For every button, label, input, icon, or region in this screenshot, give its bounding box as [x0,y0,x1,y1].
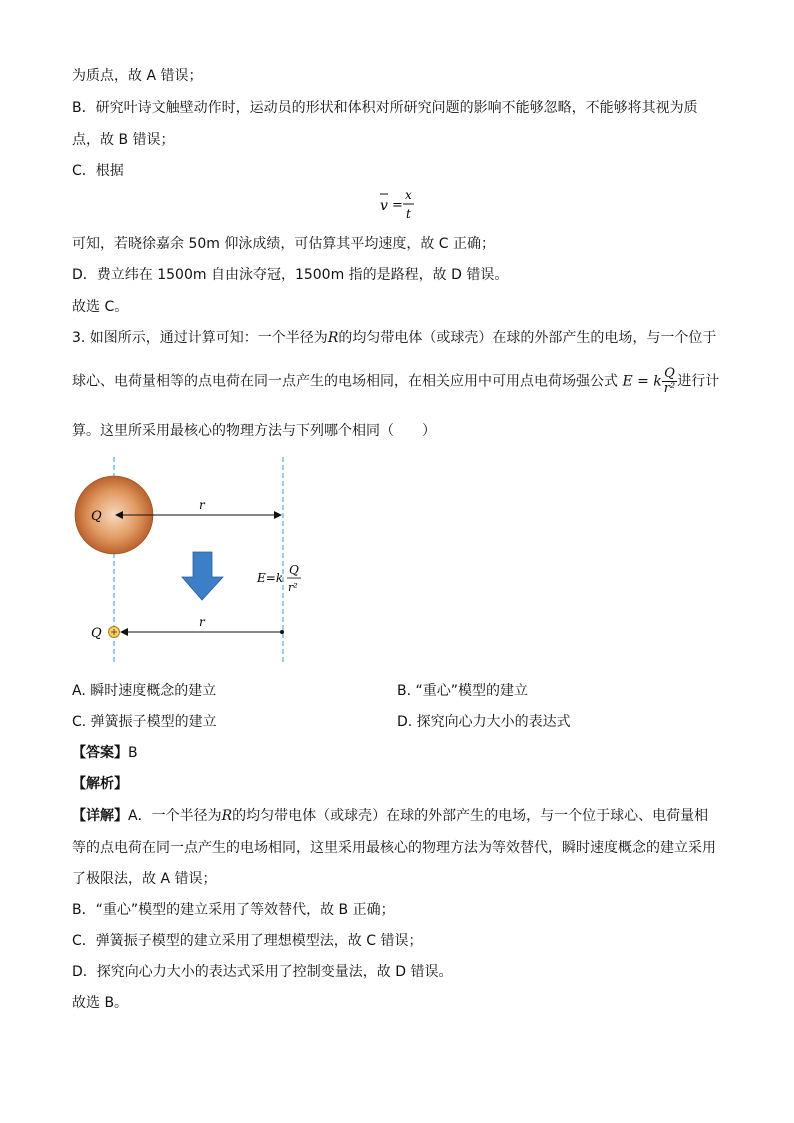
answer-tag: 【答案】 [72,745,128,761]
figure-formula-lhs: E=k [257,571,284,585]
formula-v-den: t [406,207,411,221]
text-line: 故选 C。 [72,299,129,315]
formula-v-eq: = [392,198,403,213]
sphere-charge-label: Q [91,509,102,524]
question-3-line-2: 球心、电荷量相等的点电荷在同一点产生的电场相同，在相关应用中可用点电荷场强公式 E = k $\frac{Q}{\text{r²}}$ 进行计 [72,366,720,396]
text-line: C．根据 [72,163,124,179]
detail-tag: 【详解】 [72,808,128,824]
text-line: D．费立纬在 1500m 自由泳夺冠，1500m 指的是路程，故 D 错误。 [72,267,509,283]
detail-line: B．“重心”模型的建立采用了等效替代，故 B 正确； [72,902,395,918]
detail-line: C．弹簧振子模型的建立采用了理想模型法，故 C 错误； [72,933,423,949]
detail-line: D．探究向心力大小的表达式采用了控制变量法，故 D 错误。 [72,964,453,980]
analysis-tag: 【解析】 [72,776,128,792]
text-line: 为质点，故 A 错误； [72,68,203,84]
field-point [280,630,284,634]
detail-line: 故选 B。 [72,995,129,1011]
option-b: B. “重心”模型的建立 [397,683,529,699]
detail-line: 等的点电荷在同一点产生的电场相同，这里采用最核心的物理方法为等效替代，瞬时速度概念的建立采用 [72,840,716,856]
figure-formula-den: r² [288,581,298,594]
option-d: D. 探究向心力大小的表达式 [397,714,571,730]
detail-line: 了极限法，故 A 错误； [72,871,217,887]
answer-line [72,743,138,763]
detail-line-1: 【详解】A．一个半径为R的均匀带电体（或球壳）在球的外部产生的电场，与一个位于球心、电荷量相 [72,808,709,824]
field-formula-fraction: $\frac{Q}{\text{r²}}$ [663,366,676,396]
average-velocity-formula [378,188,438,228]
figure-formula-num: Q [289,563,299,577]
field-formula-lhs: E = k [622,373,662,390]
formula-v-num: x [405,188,412,202]
question-figure [60,452,330,667]
text-line: B．研究叶诗文触壁动作时，运动员的形状和体积对所研究问题的影响不能够忽略，不能够将其视为质 [72,100,698,116]
radius-label-top: r [199,498,205,512]
point-charge-label: Q [91,626,102,641]
question-3-line-1: 3. 如图所示，通过计算可知：一个半径为R的均匀带电体（或球壳）在球的外部产生的电场，与一个位于 [72,330,717,346]
answer-value: B [128,745,138,761]
text-line: 可知，若晓徐嘉余 50m 仰泳成绩，可估算其平均速度，故 C 正确； [72,236,496,252]
radius-label-bottom: r [199,615,205,629]
text-line: 点，故 B 错误； [72,132,175,148]
option-a: A. 瞬时速度概念的建立 [72,683,217,699]
down-arrow-icon [182,552,223,600]
question-3-line-3: 算。这里所采用最核心的物理方法与下列哪个相同（ ） [72,423,436,439]
formula-v-lhs: v [380,198,388,214]
option-c: C. 弹簧振子模型的建立 [72,714,217,730]
